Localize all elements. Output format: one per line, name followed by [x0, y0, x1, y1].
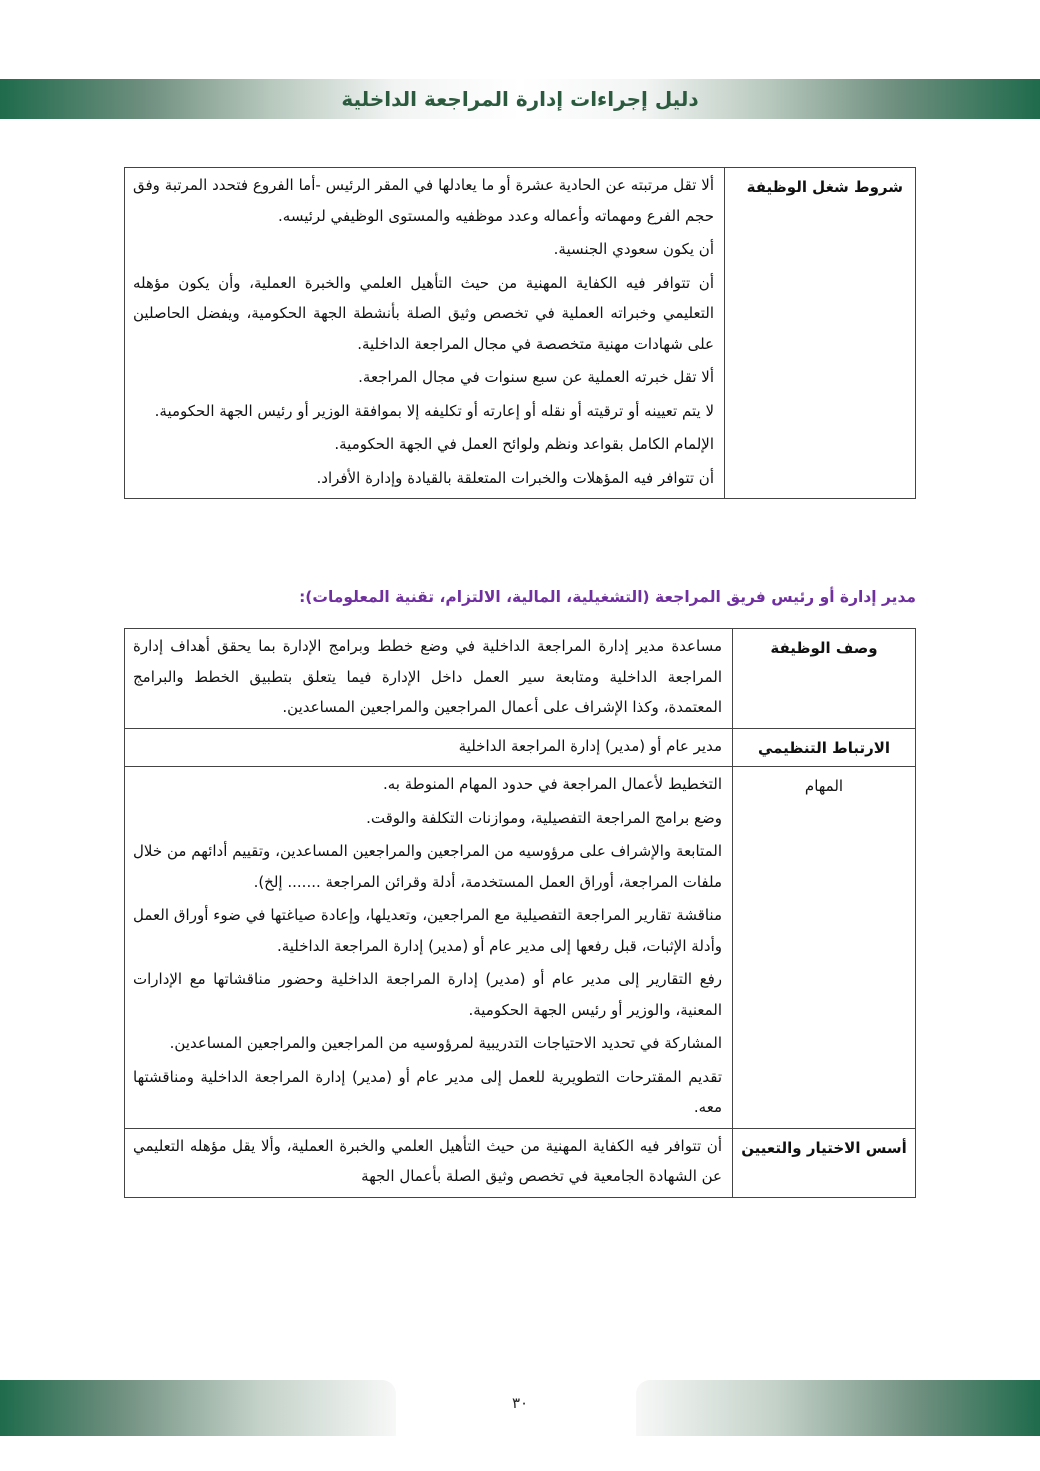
row-content [125, 728, 733, 767]
paragraph: أن تتوافر فيه الكفاية المهنية من حيث التأهيل العلمي والخبرة العملية، وألا يقل مؤهله التعليمي عن الشهادة الجامعية في تخصص وثيق الصلة بأعمال الجهة [133, 1136, 722, 1185]
footer-banner-left [0, 1380, 396, 1436]
row-content [125, 767, 733, 1129]
paragraph: مدير عام أو (مدير) إدارة المراجعة الداخلية [458, 736, 722, 755]
paragraph: مساعدة مدير إدارة المراجعة الداخلية في وضع خطط وبرامج الإدارة بما يحقق أهداف إدارة المراجعة الداخلية ومتابعة سير العمل داخل الإدارة فيما يتعلق بتطبيق الخطط والبرامج المعتمدة، وكذا الإشراف على أعمال المراجعين والمراجعين المساعدين. [133, 637, 722, 716]
paragraph: المتابعة والإشراف على مرؤوسيه من المراجعين والمراجعين المساعدين، وتقييم أدائهم من خلال ملفات المراجعة، أوراق العمل المستخدمة، أدلة وقرائن المراجعة ....... إلخ). [133, 842, 722, 891]
paragraph: لا يتم تعيينه أو ترقيته أو نقله أو إعارته أو تكليفه إلا بموافقة الوزير أو رئيس الجهة الحكومية. [154, 401, 714, 420]
section-heading: مدير إدارة أو رئيس فريق المراجعة (التشغيلية، المالية، الالتزام، تقنية المعلومات): [299, 588, 916, 606]
paragraph: تقديم المقترحات التطويرية للعمل إلى مدير عام أو (مدير) إدارة المراجعة الداخلية ومناقشتها معه. [133, 1067, 722, 1116]
row-content [125, 168, 725, 499]
paragraph: الإلمام الكامل بقواعد ونظم ولوائح العمل في الجهة الحكومية. [334, 435, 714, 453]
row-label: أسس الاختيار والتعيين [733, 1128, 916, 1197]
paragraph: التخطيط لأعمال المراجعة في حدود المهام المنوطة به. [382, 775, 722, 793]
table-row [125, 168, 916, 499]
paragraph: ألا تقل خبرته العملية عن سبع سنوات في مجال المراجعة. [358, 368, 714, 386]
row-content [125, 629, 733, 729]
row-content [125, 1128, 733, 1197]
paragraph: أن تتوافر فيه المؤهلات والخبرات المتعلقة بالقيادة وإدارة الأفراد. [316, 468, 714, 487]
table-row [125, 629, 916, 729]
paragraph: مناقشة تقارير المراجعة التفصيلية مع المراجعين، وتعديلها، وإعادة صياغتها في ضوء أوراق العمل وأدلة الإثبات، قبل رفعها إلى مدير عام أو (مدير) إدارة المراجعة الداخلية. [133, 906, 722, 955]
paragraph: أن تتوافر فيه الكفاية المهنية من حيث التأهيل العلمي والخبرة العملية، وأن يكون مؤهله التعليمي وخبراته العملية في تخصص وثيق الصلة بأنشطة الجهة الحكومية، ويفضل الحاصلين على شهادات مهنية متخصصة في مجال المراجعة الداخلية. [133, 273, 714, 353]
row-label: وصف الوظيفة [733, 629, 916, 729]
job-conditions-table [124, 167, 916, 499]
row-label: شروط شغل الوظيفة [725, 168, 916, 499]
document-title: دليل إجراءات إدارة المراجعة الداخلية [341, 87, 699, 111]
table-row [125, 1128, 916, 1197]
job-description-table [124, 628, 916, 1198]
row-label: الارتباط التنظيمي [733, 728, 916, 767]
paragraph: أن يكون سعودي الجنسية. [553, 240, 714, 258]
table-row [125, 767, 916, 1129]
page-number: ٣٠ [511, 1394, 529, 1412]
footer-banner-right [636, 1380, 1040, 1436]
paragraph: المشاركة في تحديد الاحتياجات التدريبية لمرؤوسيه من المراجعين والمراجعين المساعدين. [169, 1034, 722, 1052]
table-row [125, 728, 916, 767]
paragraph: وضع برامج المراجعة التفصيلية، وموازنات التكلفة والوقت. [366, 808, 722, 827]
paragraph: ألا تقل مرتبته عن الحادية عشرة أو ما يعادلها في المقر الرئيس -أما الفروع فتحدد المرتبة وفق حجم الفرع ومهماته وأعماله وعدد موظفيه والمستوى الوظيفي لرئيسه. [133, 176, 714, 225]
row-label: المهام [733, 767, 916, 1129]
paragraph: رفع التقارير إلى مدير عام أو (مدير) إدارة المراجعة الداخلية وحضور مناقشاتها مع الإدارات المعنية، والوزير أو رئيس الجهة الحكومية. [133, 970, 722, 1019]
